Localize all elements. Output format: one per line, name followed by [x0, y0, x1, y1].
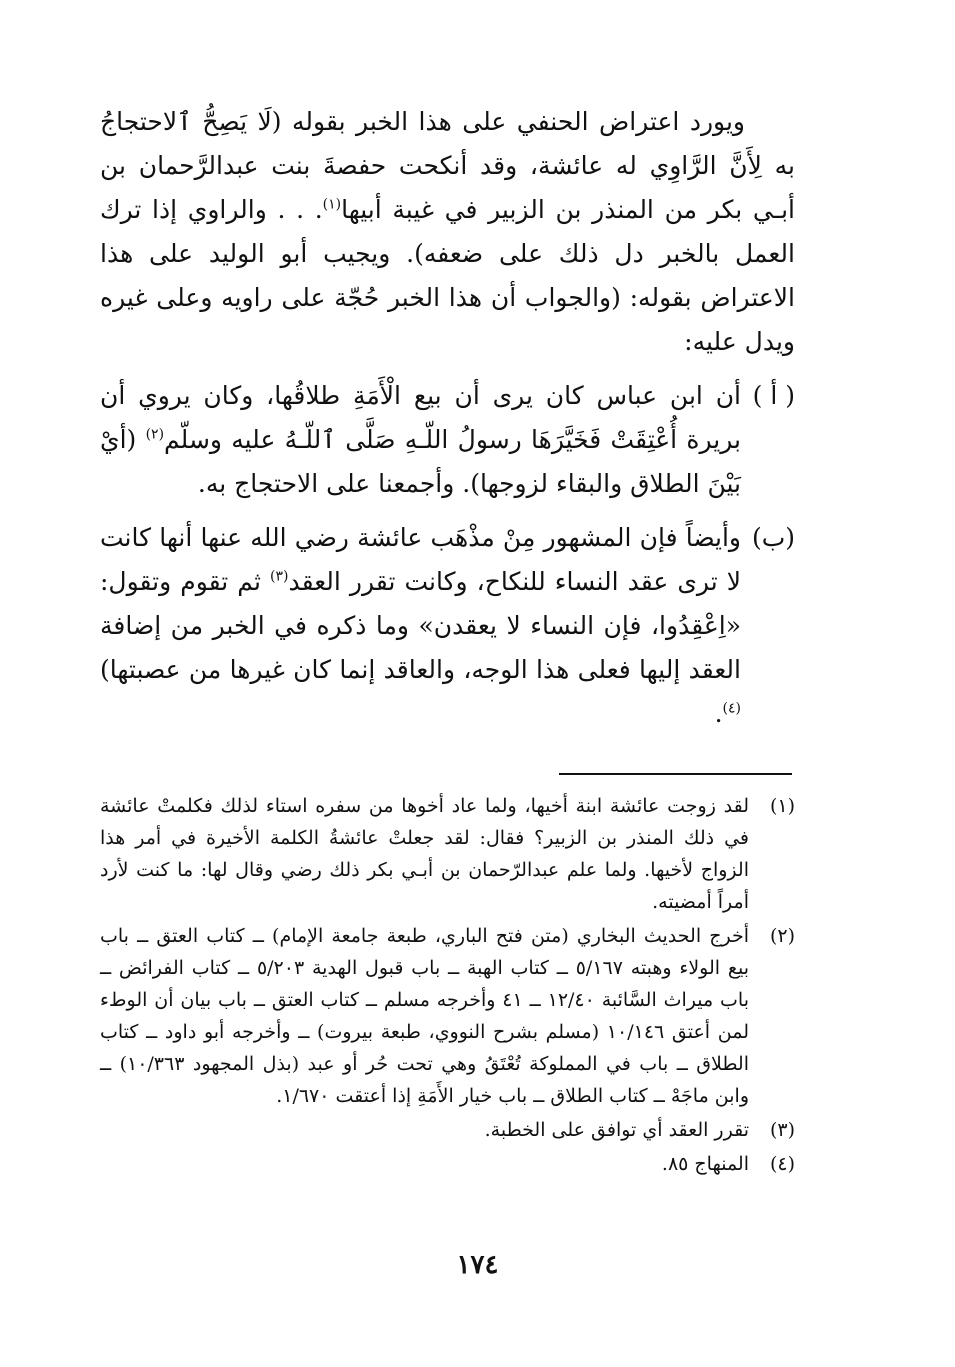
list-marker: (ب) [751, 523, 795, 552]
paragraph-text: . . . والراوي إذا ترك العمل بالخبر دل ذلك على ضعفه). ويجيب أبو الوليد على هذا الاعتراض بقوله: (والجواب أن هذا الخبر حُجّة على راويه وعلى غيره ويدل عليه: [100, 195, 795, 356]
footnote-text: لقد زوجت عائشة ابنة أخيها، ولما عاد أخوها من سفره استاء لذلك فكلمتْ عائشة في ذلك المنذر بن الزبير؟ فقال: لقد جعلتْ عائشةُ الكلمة الأخيرة في أمر هذا الزواج لأخيها. ولما علم عبدالرّحمان بن أبـي بكر ذلك رضي وقال لها: ما كنت لأرد أمراً أمضيته. [100, 795, 749, 913]
list-text: وأيضاً فإن المشهور مِنْ مذْهَب عائشة رضي الله عنها أنها كانت لا ترى عقد النساء للنكاح، وكانت تقرر العقد [100, 523, 742, 596]
footnote-number: (٤) [769, 1153, 795, 1175]
list-text: . [714, 699, 723, 728]
list-item-b [100, 516, 795, 736]
list-item-text [100, 516, 741, 736]
footnote [100, 920, 795, 1112]
page-number: ١٧٤ [456, 1250, 499, 1280]
footnote-ref: (٤) [722, 700, 741, 717]
footnote-separator [559, 773, 792, 775]
footnote-ref: (٣) [270, 568, 289, 585]
list-text: أن ابن عباس كان يرى أن بيع الْأَمَةِ طلاقُها، وكان يروي أن بريرة أُعْتِقَتْ فَخَيَّرَهَا رسولُ اللّـهِ صَلَّى ٱللّـهُ عليه وسلّم [100, 381, 741, 454]
list-text: (أيْ بَيْنَ الطلاق والبقاء لزوجها). وأجمعنا على الاحتجاج به. [100, 425, 741, 498]
footnote [100, 1114, 795, 1146]
list-text: ثم تقوم وتقول: «اِعْقِدُوا، فإن النساء لا يعقدن» وما ذكره في الخبر من إضافة العقد إليها فعلى هذا الوجه، والعاقد إنما كان غيرها من عصبتها) [100, 567, 741, 684]
footnote-text: تقرر العقد أي توافق على الخطبة. [484, 1119, 749, 1141]
footnote-ref: (٢) [145, 426, 165, 443]
list-marker: ( أ ) [752, 381, 795, 410]
footnote [100, 790, 795, 918]
list-item-a [100, 374, 795, 506]
paragraph-text: ويورد اعتراض الحنفي على هذا الخبر بقوله (لَا يَصِحُّ ٱلاحتجاجُ به لِأَنَّ الرَّاوِي له عائشة، وقد أنكحت حفصةَ بنت عبدالرَّحمان بن أبـي بكر من المنذر بن الزبير في غيبة أبيها [100, 107, 795, 224]
footnote-text: المنهاج ٨٥. [661, 1153, 749, 1175]
footnote-number: (٣) [769, 1119, 795, 1141]
footnote-ref: (١) [322, 196, 342, 213]
footnote-number: (١) [769, 795, 795, 817]
footnote-number: (٢) [769, 925, 795, 947]
list-item-text [100, 374, 741, 506]
footnote [100, 1148, 795, 1180]
main-text [100, 100, 795, 736]
footnotes [100, 790, 795, 1182]
paragraph-intro [100, 100, 795, 364]
footnote-text: أخرج الحديث البخاري (متن فتح الباري، طبعة جامعة الإمام) ــ كتاب العتق ــ باب بيع الولاء وهبته ٥/١٦٧ ــ كتاب الهبة ــ باب قبول الهدية ٥/٢٠٣ ــ كتاب الفرائض ــ باب ميراث السَّائبة ١٢/٤٠ ــ ٤١ وأخرجه مسلم ــ كتاب العتق ــ باب بيان أن الوطء لمن أعتق ١٠/١٤٦ (مسلم بشرح النووي، طبعة بيروت) ــ وأخرجه أبو داود ــ كتاب الطلاق ــ باب في المملوكة تُعْتَقُ وهي تحت حُر أو عبد (بذل المجهود ١٠/٣٦٣) ــ وابن ماجَهْ ــ كتاب الطلاق ــ باب خيار الأَمَةِ إذا أعتقت ١/٦٧٠. [100, 925, 750, 1107]
